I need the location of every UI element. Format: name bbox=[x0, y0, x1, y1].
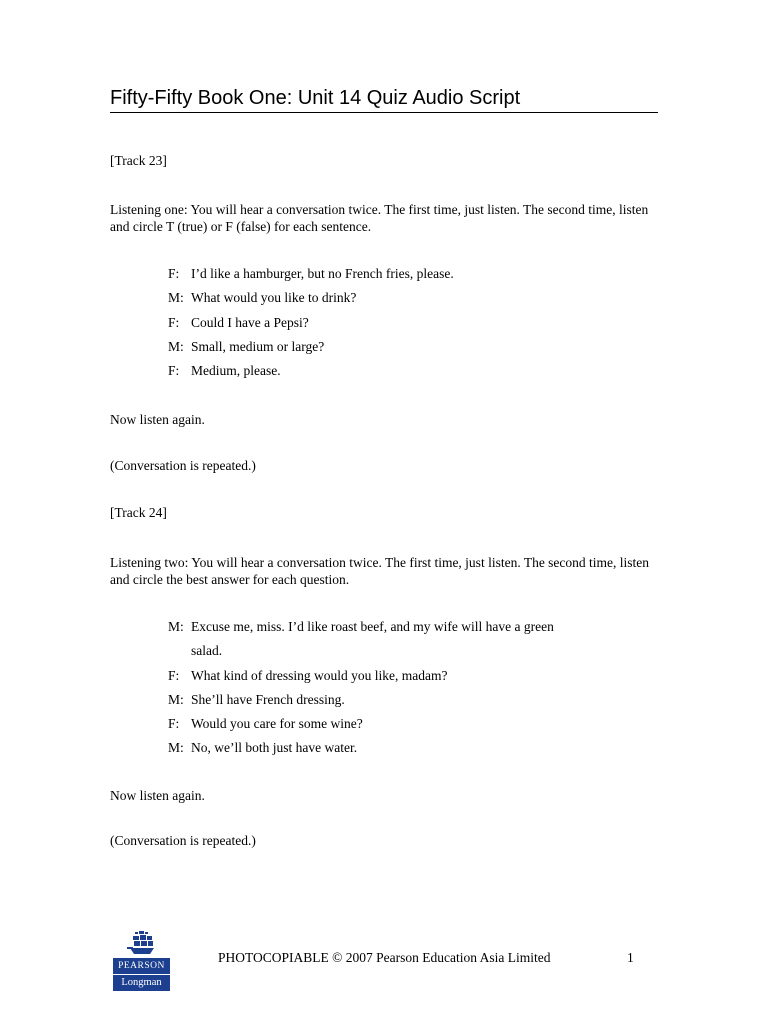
logo-brand-text: PEARSON bbox=[113, 958, 170, 974]
speaker-label: F: bbox=[168, 266, 180, 281]
logo-imprint-text: Longman bbox=[113, 975, 170, 991]
dialogue-line bbox=[168, 359, 598, 383]
utterance: Would you care for some wine? bbox=[191, 716, 363, 732]
utterance: Medium, please. bbox=[191, 363, 281, 379]
page-number: 1 bbox=[627, 950, 634, 965]
ship-icon bbox=[113, 929, 170, 958]
listening-two-instructions: Listening two: You will hear a conversation twice. The first time, just listen. The second time, listen and circle the best answer for each question. bbox=[110, 555, 650, 587]
utterance: Small, medium or large? bbox=[191, 338, 325, 354]
utterance: What would you like to drink? bbox=[191, 290, 357, 306]
conversation-repeated-text: (Conversation is repeated.) bbox=[110, 458, 256, 473]
pearson-longman-logo bbox=[113, 929, 170, 992]
utterance: Could I have a Pepsi? bbox=[191, 314, 309, 330]
track-24-label: [Track 24] bbox=[110, 505, 167, 520]
speaker-label: M: bbox=[168, 338, 184, 354]
speaker-label: M: bbox=[168, 619, 184, 634]
dialogue-line bbox=[168, 712, 598, 736]
listening-one-instructions: Listening one: You will hear a conversation twice. The first time, just listen. The second time, listen and circle T (true) or F (false) for each sentence. bbox=[110, 202, 649, 234]
track-23-label: [Track 23] bbox=[110, 153, 167, 168]
conversation-repeated-text: (Conversation is repeated.) bbox=[110, 833, 256, 848]
utterance: She’ll have French dressing. bbox=[191, 691, 345, 707]
page-title: Fifty-Fifty Book One: Unit 14 Quiz Audio Script bbox=[110, 87, 521, 109]
title-rule bbox=[110, 112, 658, 113]
utterance: I’d like a hamburger, but no French fries, please. bbox=[191, 266, 454, 281]
listen-again-text: Now listen again. bbox=[110, 788, 205, 803]
dialogue-line bbox=[168, 311, 598, 335]
dialogue-line bbox=[168, 335, 598, 359]
dialogue-line bbox=[168, 688, 598, 712]
speaker-label: F: bbox=[168, 363, 180, 379]
copyright-notice: PHOTOCOPIABLE © 2007 Pearson Education Asia Limited bbox=[218, 950, 551, 965]
speaker-label: M: bbox=[168, 691, 184, 707]
dialogue-line bbox=[168, 615, 598, 664]
utterance: Excuse me, miss. I’d like roast beef, and my wife will have a green salad. bbox=[191, 619, 554, 659]
dialogue-two bbox=[168, 615, 598, 761]
speaker-label: F: bbox=[168, 667, 180, 683]
dialogue-line bbox=[168, 736, 598, 760]
utterance: What kind of dressing would you like, madam? bbox=[191, 667, 448, 683]
dialogue-one bbox=[168, 262, 598, 383]
speaker-label: M: bbox=[168, 740, 184, 756]
speaker-label: M: bbox=[168, 290, 184, 306]
speaker-label: F: bbox=[168, 314, 180, 330]
speaker-label: F: bbox=[168, 716, 180, 732]
dialogue-line bbox=[168, 664, 598, 688]
listen-again-text: Now listen again. bbox=[110, 412, 205, 427]
dialogue-line bbox=[168, 286, 598, 310]
dialogue-line bbox=[168, 262, 598, 286]
utterance: No, we’ll both just have water. bbox=[191, 740, 358, 756]
